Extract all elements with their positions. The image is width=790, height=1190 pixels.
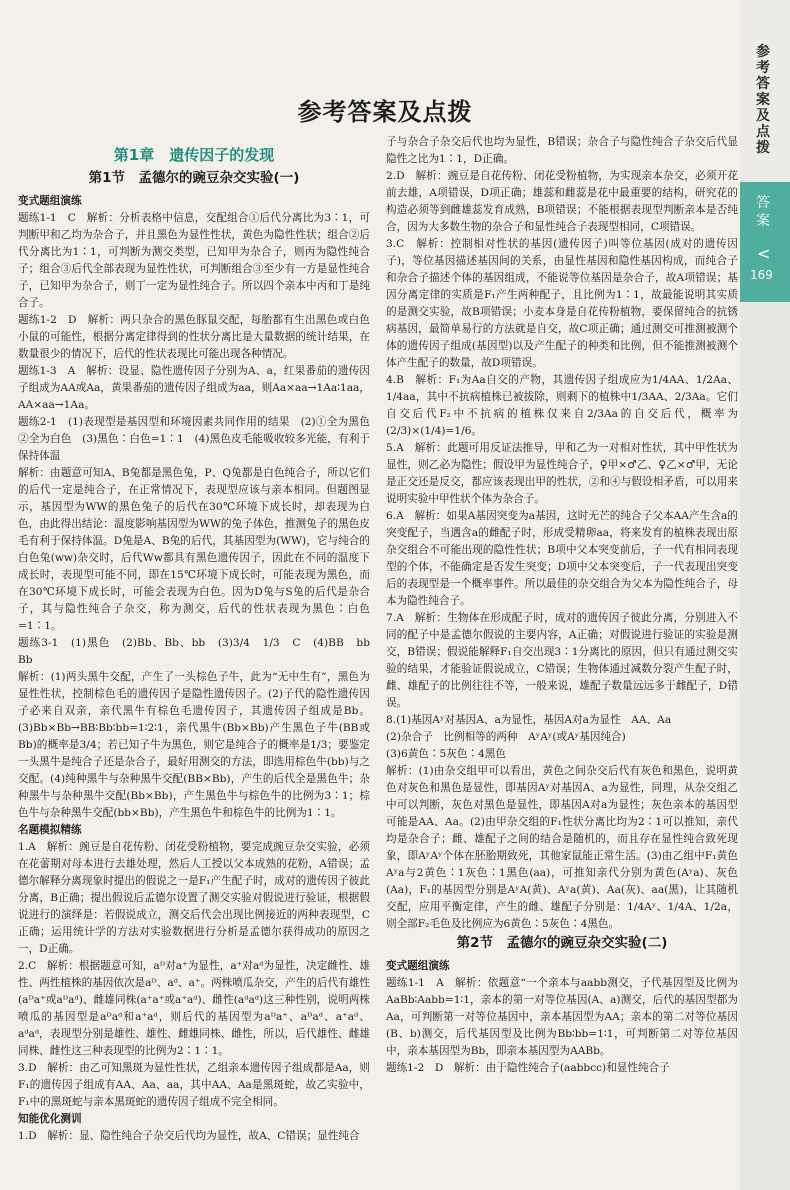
answer-paragraph: 8.(1)基因Aʸ对基因A、a为显性，基因A对a为显性 AA、Aa bbox=[386, 714, 672, 726]
sub-heading: 名题模拟精练 bbox=[18, 824, 82, 836]
answer-paragraph: 子与杂合子杂交后代也均为显性，B错误；杂合子与隐性纯合子杂交后代显隐性之比为1∶1，D正确。 bbox=[386, 136, 738, 165]
answer-paragraph: 4.B 解析：F₁为Aa自交的产物，其遗传因子组成应为1/4AA、1/2Aa、1/4aa，其中不抗病植株已被拔除，则剩下的植株中1/3AA、2/3Aa。它们自交后代F₂中不抗病的植株仅来自2/3Aa的自交后代，概率为(2/3)×(1/4)=1/6。 bbox=[386, 374, 738, 437]
answer-paragraph: 题练3-1 (1)黑色 (2)Bb、Bb、bb (3)3/4 1/3 C (4)BB bb Bb bbox=[18, 637, 381, 666]
answer-paragraph: 3.D 解析：由乙可知黑斑为显性性状，乙组亲本遗传因子组成都是Aa，则F₁的遗传因子组成有AA、Aa、aa，其中AA、Aa是黑斑蛇，故乙实验中，F₁中的黑斑蛇与亲本黑斑蛇的遗传因子组成不完全相同。 bbox=[18, 1062, 370, 1108]
side-tab bbox=[740, 0, 790, 1190]
page-title: 参考答案及点拨 bbox=[297, 98, 473, 126]
answer-paragraph: 题练2-1 (1)表现型是基因型和环境因素共同作用的结果 (2)①全为黑色 ②全为白色 (3)黑色∶白色=1∶1 (4)黑色皮毛能吸收较多光能，有利于保持体温 bbox=[18, 416, 381, 462]
answer-paragraph: (3)6黄色∶5灰色∶4黑色 bbox=[386, 748, 506, 760]
answer-paragraph: 1.A 解析：豌豆是自花传粉、闭花受粉植物，要完成豌豆杂交实验，必须在花蕾期对母本进行去雄处理，然后人工授以父本成熟的花粉，A错误；孟德尔解释分离现象时提出的假说之一是F₁产生配子时，成对的遗传因子彼此分离，B正确；提出假说后孟德尔设置了测交实验对假说进行验证，根据假说进行的演绎是：若假说成立，测交后代会出现比例接近的两种表现型，C正确；运用统计学的方法对实验数据进行分析是孟德尔获得成功的原因之一，D正确。 bbox=[18, 841, 370, 955]
answer-paragraph: 题练1-3 A 解析：设显、隐性遗传因子分别为A、a，红果番茄的遗传因子组成为AA或Aa，黄果番茄的遗传因子组成为aa，则Aa×aa→1Aa∶1aa，AA×aa→1Aa。 bbox=[18, 365, 370, 411]
sub-heading: 变式题组演练 bbox=[386, 960, 450, 972]
side-tab-top bbox=[740, 0, 790, 180]
side-tab-answer-marker bbox=[740, 182, 790, 302]
answer-paragraph: 5.A 解析：此题可用反证法推导，甲和乙为一对相对性状，其中甲性状为显性，则乙必为隐性；假设甲为显性纯合子，♀甲×♂乙、♀乙×♂甲，无论是正交还是反交，都应该表现出甲的性状，②和④与假设相矛盾，可以用来说明实验中甲性状个体为杂合子。 bbox=[386, 442, 738, 505]
answer-paragraph: 6.A 解析：如果A基因突变为a基因，这时无芒的纯合子父本AA产生含a的突变配子，当遇含a的雌配子时，形成受精卵aa，将来发育的植株表现出原杂交组合不可能出现的隐性性状；B项中父本突变前后，子一代有相同表现型的个体，不能确定是否发生突变；D项中父本突变后，子一代表现出突变后的表现型是一个概率事件。所以最佳的杂交组合为父本为隐性纯合子，母本为隐性纯合子。 bbox=[386, 510, 738, 607]
section-heading: 第1节 孟德尔的豌豆杂交实验(一) bbox=[88, 170, 300, 186]
answer-paragraph: 题练1-2 D 解析：两只杂合的黑色豚鼠交配，每胎都有生出黑色或白色小鼠的可能性，根据分离定律得到的性状分离比是大量数据的统计结果，在数量很少的情况下，后代的性状表现比可能出现各种情况。 bbox=[18, 314, 370, 360]
answer-paragraph: 2.D 解析：豌豆是自花传粉、闭花受粉植物，为实现亲本杂交，必须开花前去雄，A项错误，D项正确；雄蕊和雌蕊是花中最重要的结构，研究花的构造必须等到雌雄蕊发育成熟，B项错误；不能根据表现型判断亲本是否纯合，因为大多数生物的杂合子和显性纯合子表现型相同，C项错误。 bbox=[386, 170, 738, 233]
left-column bbox=[18, 145, 381, 1145]
answer-paragraph: 解析：(1)两头黑牛交配，产生了一头棕色子牛，此为“无中生有”，黑色为显性性状，控制棕色毛的遗传因子是隐性遗传因子。(2)子代的隐性遗传因子必来自双亲，亲代黑牛有棕色毛遗传因子，其遗传因子组成是Bb。(3)Bb×Bb→BB∶Bb∶bb=1∶2∶1，亲代黑牛(Bb×Bb)产生黑色子牛(BB或Bb)的概率是3/4；若已知子牛为黑色，则它是纯合子的概率是1/3；要鉴定一头黑牛是纯合子还是杂合子，最好用测交的方法，即选用棕色牛(bb)与之交配。(4)纯种黑牛与杂种黑牛交配(BB×Bb)，产生的后代全是黑色牛；杂种黑牛与杂种黑牛交配(Bb×Bb)，产生黑色牛与棕色牛的比例为3∶1；棕色牛与杂种黑牛交配(bb×Bb)，产生黑色牛和棕色牛的比例为1∶1。 bbox=[18, 671, 370, 819]
section-heading: 第2节 孟德尔的豌豆杂交实验(二) bbox=[456, 935, 668, 951]
chevron-left-icon: < bbox=[757, 244, 771, 263]
answer-paragraph: 解析：由题意可知A、B兔都是黑色兔，P、Q兔都是白色纯合子，所以它们的后代一定是纯合子，在正常情况下，表现型应该与亲本相同。但题图显示，基因型为WW的黑色兔子的后代在30℃环境下成长时，却表现为白色，由此得出结论：温度影响基因型为WW的兔子体色，推测兔子的黑色皮毛有利于保持体温。D兔是A、B兔的后代，其基因型为(WW)，它与纯合的白色兔(ww)杂交时，后代Ww都具有黑色遗传因子，因此在不同的温度下成长时，表现型可能不同，即在15℃环境下成长时，可能表现为黑色，而在30℃环境下成长时，可能会表现为白色。因为D兔与S兔的后代是杂合子，其与隐性纯合子杂交，称为测交，后代的性状表现为黑色∶白色=1∶1。 bbox=[18, 467, 370, 632]
answer-paragraph: 题练1-1 C 解析：分析表格中信息，交配组合①后代分离比为3∶1，可判断甲和乙均为杂合子，并且黑色为显性性状，黄色为隐性性状；组合②后代分离比为1∶1，可判断为测交类型，已知甲为杂合子，则丙为隐性纯合子；组合③后代全部表现为显性性状，可判断组合③至少有一方是显性纯合子，已知甲为杂合子，则丁一定为显性纯合子。所以四个亲本中丙和丁是纯合子。 bbox=[18, 212, 370, 309]
answer-paragraph: 题练1-1 A 解析：依题意“一个亲本与aabb测交，子代基因型及比例为AaBb∶Aabb=1∶1，亲本的第一对等位基因(A、a)测交，后代的基因型都为Aa，可判断第一对等位基因中，亲本基因型为AA；亲本的第二对等位基因(B、b)测交，后代基因型及比例为Bb∶bb=1∶1，可判断第二对等位基因中，亲本基因型为Bb，即亲本基因型为AABb。 bbox=[386, 977, 738, 1057]
chapter-heading: 第1章 遗传因子的发现 bbox=[113, 146, 275, 164]
side-tab-title: 参考答案及点拨 bbox=[756, 44, 770, 156]
sub-heading: 变式题组演练 bbox=[18, 195, 82, 207]
answer-paragraph: (2)杂合子 比例相等的两种 AʸAʸ(或Aʸ基因纯合) bbox=[386, 731, 626, 743]
answer-paragraph: 解析：(1)由杂交组甲可以看出，黄色之间杂交后代有灰色和黑色，说明黄色对灰色和黑色是显性，即基因Aʸ对基因A、a为显性，同理，从杂交组乙中可以判断，灰色对黑色是显性，即基因A对a为显性；灰色亲本的基因型可能是AA、Aa。(2)由甲杂交组的F₁性状分离比均为2∶1可以推知，亲代均是杂合子；雌、雄配子之间的结合是随机的，而且存在显性纯合致死现象，即AʸAʸ个体在胚胎期致死，其他家鼠能正常生活。(3)由乙组中F₁黄色Aʸa与2黄色∶1灰色∶1黑色(aa)，可推知亲代分别为黄色(Aʸa)、灰色(Aa)，F₁的基因型分别是AʸA(黄)、Aʸa(黄)、Aa(灰)、aa(黑)，让其随机交配，应用平衡定律，产生的雌、雄配子分别是：1/4Aʸ、1/4A、1/2a，则全部F₂毛色及比例应为6黄色∶5灰色∶4黑色。 bbox=[386, 765, 738, 930]
answer-paragraph: 2.C 解析：根据题意可知，aᴰ对a⁺为显性，a⁺对aᵈ为显性，决定雌性、雄性、两性植株的基因依次是aᴰ、aᵈ、a⁺。两株喷瓜杂交，产生的后代有雄性(aᴰa⁺或aᴰaᵈ)、雌雄同株(a⁺a⁺或a⁺aᵈ)、雌性(aᵈaᵈ)这三种性别，说明两株喷瓜的基因型是aᴰaᵈ和a⁺aᵈ，则后代的基因型为aᴰa⁺、aᴰaᵈ、a⁺aᵈ、aᵈaᵈ，表现型分别是雄性、雄性、雌雄同株、雌性，所以，后代雄性、雌雄同株、雌性这三种表现型的比例为2∶1∶1。 bbox=[18, 960, 370, 1057]
answer-paragraph: 题练1-2 D 解析：由于隐性纯合子(aabbcc)和显性纯合子 bbox=[386, 1062, 670, 1074]
right-column bbox=[386, 134, 738, 1077]
answer-paragraph: 7.A 解析：生物体在形成配子时，成对的遗传因子彼此分离，分别进入不同的配子中是孟德尔假说的主要内容，A正确；对假说进行验证的实验是测交，B错误；假说能解释F₁自交出现3∶1分离比的原因，但只有通过测交实验的结果，才能验证假说成立，C错误；生物体通过减数分裂产生配子时，雌、雄配子的比例往往不等，一般来说，雄配子数量远远多于雌配子，D错误。 bbox=[386, 612, 738, 709]
sub-heading: 知能优化测训 bbox=[18, 1113, 82, 1125]
answer-paragraph: 1.D 解析：显、隐性纯合子杂交后代均为显性，故A、C错误；显性纯合 bbox=[18, 1130, 360, 1142]
side-tab-answer-label: 答案 bbox=[756, 195, 770, 229]
page-number: 169 bbox=[750, 268, 773, 282]
answer-paragraph: 3.C 解析：控制相对性状的基因(遗传因子)叫等位基因(成对的遗传因子)，等位基因描述基因间的关系，由显性基因和隐性基因构成，而纯合子和杂合子描述个体的基因组成，不能说等位基因是杂合子，故A项错误；基因分离定律的实质是F₁产生两种配子，且比例为1∶1，故最能说明其实质的是测交实验，故B项错误；小麦本身是自花传粉植物，要保留纯合的抗锈病基因，最简单易行的方法就是自交，故C项正确；通过测交可推测被测个体的遗传因子组成(基因型)以及产生配子的种类和比例，但不能推测被测个体产生配子的数量，故D项错误。 bbox=[386, 238, 738, 369]
